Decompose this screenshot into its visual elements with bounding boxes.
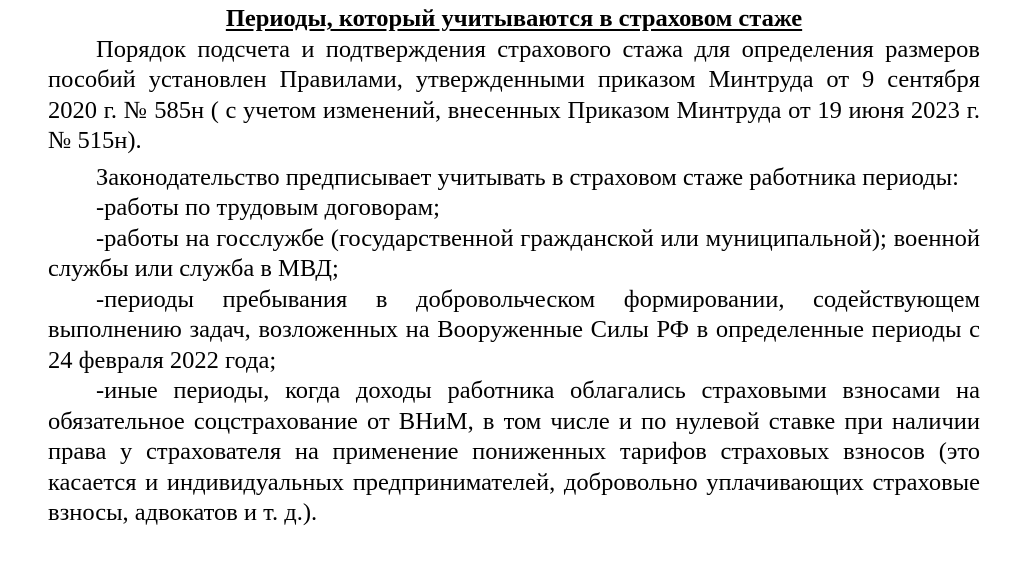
paragraph-periods-lead: Законодательство предписывает учитывать в страховом стаже работника периоды:: [96, 163, 959, 191]
paragraph-intro: Порядок подсчета и подтверждения страхового стажа для определения размеров пособий установлен Правилами, утвержденными приказом Минтруда от 9 сентября 2020 г. № 585н ( с учетом изменений, внесенных Приказом Минтруда от 19 июня 2023 г. № 515н).: [48, 35, 980, 154]
list-item-employment-contracts: -работы по трудовым договорам;: [96, 194, 440, 221]
document-page: [48, 4, 980, 529]
list-item-civil-service: -работы на госслужбе (государственной гражданской или муниципальной); военной службы или служба в МВД;: [48, 224, 980, 282]
list-item-other-periods: -иные периоды, когда доходы работника облагались страховыми взносами на обязательное соцстрахование от ВНиМ, в том числе и по нулевой ставке при наличии права у страхователя на применение пониженных тарифов страховых взносов (это касается и индивидуальных предпринимателей, добровольно уплачивающих страховые взносы, адвокатов и т. д.).: [48, 377, 980, 526]
list-item-volunteer-formation: -периоды пребывания в добровольческом формировании, содействующем выполнению задач, возложенных на Вооруженные Силы РФ в определенные периоды с 24 февраля 2022 года;: [48, 285, 980, 374]
document-title: Периоды, который учитываются в страховом стаже: [225, 5, 803, 32]
